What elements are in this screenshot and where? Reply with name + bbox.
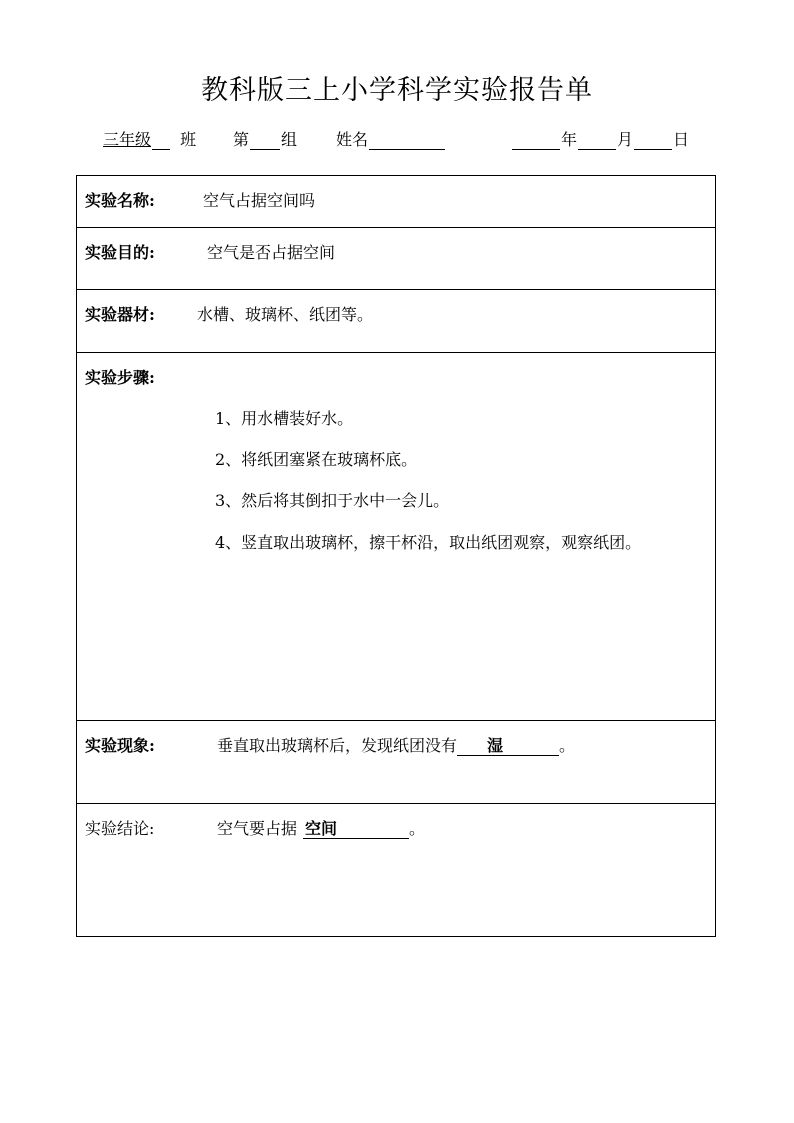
experiment-phenomenon-value (217, 733, 575, 756)
page-title: 教科版三上小学科学实验报告单 (201, 75, 593, 106)
group-prefix: 第 (233, 130, 250, 149)
phenomenon-answer-text: 湿 (487, 736, 504, 755)
group-label: 组 (281, 130, 298, 149)
class-label: 班 (180, 130, 197, 149)
step-item: 1、用水槽装好水。 (215, 409, 354, 428)
conclusion-answer-text: 空间 (305, 819, 338, 838)
group-blank[interactable] (250, 132, 280, 150)
row-experiment-purpose (77, 228, 715, 290)
month-label: 月 (617, 130, 634, 149)
phenomenon-prefix: 垂直取出玻璃杯后，发现纸团没有 (217, 736, 458, 755)
experiment-materials-value: 水槽、玻璃杯、纸团等。 (197, 305, 374, 324)
class-blank[interactable] (152, 132, 170, 150)
group-field (233, 127, 297, 150)
grade-field (103, 127, 196, 150)
experiment-conclusion-value (217, 816, 425, 839)
experiment-steps-label: 实验步骤: (85, 368, 155, 387)
experiment-materials-label: 实验器材: (85, 305, 155, 324)
day-blank[interactable] (634, 132, 672, 150)
step-item: 3、然后将其倒扣于水中一会儿。 (215, 491, 450, 510)
step-item: 4、竖直取出玻璃杯，擦干杯沿，取出纸团观察，观察纸团。 (215, 533, 642, 552)
row-experiment-name (77, 176, 715, 228)
conclusion-answer[interactable] (303, 820, 409, 839)
row-experiment-steps (77, 353, 715, 721)
experiment-purpose-value: 空气是否占据空间 (207, 243, 336, 262)
row-experiment-materials (77, 290, 715, 353)
step-item: 2、将纸团塞紧在玻璃杯底。 (215, 450, 418, 469)
experiment-phenomenon-label: 实验现象: (85, 736, 155, 755)
name-blank[interactable] (369, 132, 445, 150)
experiment-name-value: 空气占据空间吗 (203, 191, 316, 210)
conclusion-suffix: 。 (409, 819, 426, 838)
experiment-name-label: 实验名称: (85, 191, 155, 210)
row-experiment-phenomenon (77, 721, 715, 804)
phenomenon-answer[interactable] (457, 737, 559, 756)
year-label: 年 (561, 130, 578, 149)
name-field (336, 127, 446, 150)
name-label: 姓名 (336, 130, 369, 149)
row-experiment-conclusion (77, 804, 715, 936)
month-blank[interactable] (578, 132, 616, 150)
experiment-purpose-label: 实验目的: (85, 243, 155, 262)
grade-label: 三年级 (103, 130, 152, 149)
year-blank[interactable] (512, 132, 560, 150)
day-label: 日 (673, 130, 690, 149)
experiment-conclusion-label: 实验结论: (85, 819, 155, 838)
phenomenon-suffix: 。 (559, 736, 576, 755)
report-table (76, 175, 716, 937)
conclusion-prefix: 空气要占据 (217, 819, 298, 838)
date-field (511, 127, 689, 150)
